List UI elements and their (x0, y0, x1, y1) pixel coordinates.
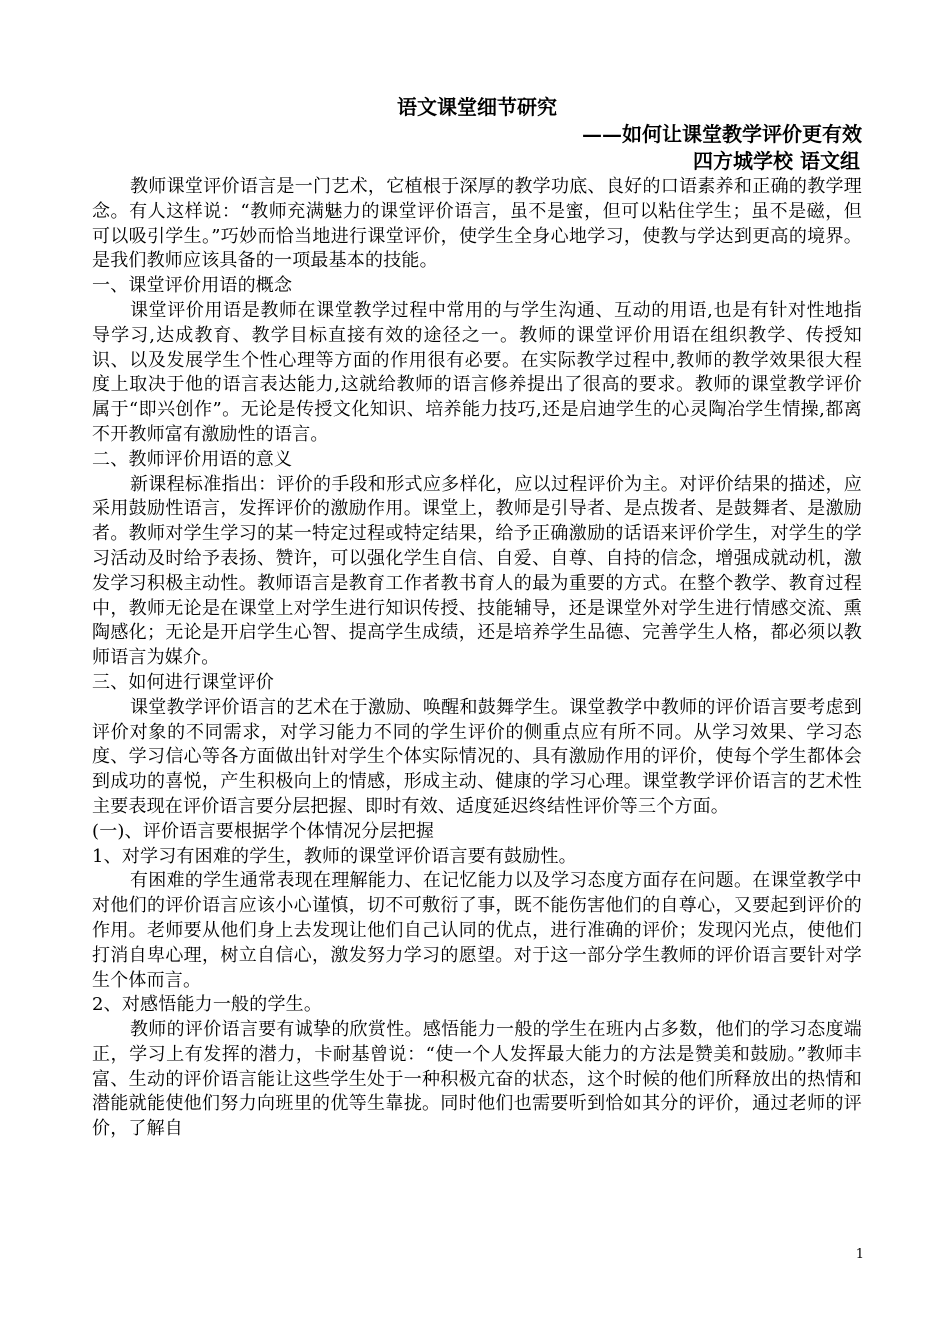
section-2-paragraph: 新课程标准指出：评价的手段和形式应多样化，应以过程评价为主。对评价结果的描述，应采用鼓励性语言，发挥评价的激励作用。课堂上，教师是引导者、是点拨者、是鼓舞者、是激励者。教师对学生学习的某一特定过程或特定结果，给予正确激励的话语来评价学生，对学生的学习活动及时给予表扬、赞许，可以强化学生自信、自爱、自尊、自持的信念，增强成就动机，激发学习积极主动性。教师语言是教育工作者教书育人的最为重要的方式。在整个教学、教育过程中，教师无论是在课堂上对学生进行知识传授、技能辅导，还是课堂外对学生进行情感交流、熏陶感化；无论是开启学生心智、提高学生成绩，还是培养学生品德、完善学生人格，都必须以教师语言为媒介。 (92, 473, 862, 669)
section-heading-1: 一、课堂评价用语的概念 (92, 275, 293, 297)
item-2-paragraph: 教师的评价语言要有诚挚的欣赏性。感悟能力一般的学生在班内占多数，他们的学习态度端正，学习上有发挥的潜力，卡耐基曾说：“使一个人发挥最大能力的方法是赞美和鼓励。”教师丰富、生动的评价语言能让这些学生处于一种积极亢奋的状态，这个时候的他们所释放出的热情和潜能就能使他们努力向班里的优等生靠拢。同时他们也需要听到恰如其分的评价，通过老师的评价，了解自 (92, 1019, 862, 1140)
intro-paragraph: 教师课堂评价语言是一门艺术，它植根于深厚的教学功底、良好的口语素养和正确的教学理念。有人这样说：“教师充满魅力的课堂评价语言，虽不是蜜，但可以粘住学生；虽不是磁，但可以吸引学生。”巧妙而恰当地进行课堂评价，使学生全身心地学习，使教与学达到更高的境界。是我们教师应该具备的一项最基本的技能。 (92, 176, 862, 272)
item-heading-1: 1、对学习有困难的学生，教师的课堂评价语言要有鼓励性。 (92, 845, 577, 867)
document-title: 语文课堂细节研究 (397, 95, 557, 119)
item-1-paragraph: 有困难的学生通常表现在理解能力、在记忆能力以及学习态度方面存在问题。在课堂教学中对他们的评价语言应该小心谨慎，切不可敷衍了事，既不能伤害他们的自尊心，又要起到评价的作用。老师要从他们身上去发现让他们自己认同的优点，进行准确的评价；发现闪光点，使他们打消自卑心理，树立自信心，激发努力学习的愿望。对于这一部分学生教师的评价语言要针对学生个体而言。 (92, 870, 862, 991)
subsection-heading-1: (一)、评价语言要根据学个体情况分层把握 (92, 820, 435, 842)
author-organization: 四方城学校 语文组 (693, 149, 860, 173)
item-heading-2: 2、对感悟能力一般的学生。 (92, 994, 323, 1016)
document-subtitle: ——如何让课堂教学评价更有效 (582, 122, 862, 146)
section-3-paragraph: 课堂教学评价语言的艺术在于激励、唤醒和鼓舞学生。课堂教学中教师的评价语言要考虑到评价对象的不同需求，对学习能力不同的学生评价的侧重点应有所不同。从学习效果、学习态度、学习信心等各方面做出针对学生个体实际情况的、具有激励作用的评价，使每个学生都体会到成功的喜悦，产生积极向上的情感，形成主动、健康的学习心理。课堂教学评价语言的艺术性主要表现在评价语言要分层把握、即时有效、适度延迟终结性评价等三个方面。 (92, 696, 862, 817)
section-1-paragraph: 课堂评价用语是教师在课堂教学过程中常用的与学生沟通、互动的用语,也是有针对性地指导学习,达成教育、教学目标直接有效的途径之一。教师的课堂评价用语在组织教学、传授知识、以及发展学生个性心理等方面的作用很有必要。在实际教学过程中,教师的教学效果很大程度上取决于他的语言表达能力,这就给教师的语言修养提出了很高的要求。教师的课堂教学评价属于“即兴创作”。无论是传授文化知识、培养能力技巧,还是启迪学生的心灵陶冶学生情操,都离不开教师富有激励性的语言。 (92, 299, 862, 445)
section-heading-3: 三、如何进行课堂评价 (92, 671, 274, 693)
page-number: 1 (855, 1247, 864, 1262)
document-page (92, 93, 862, 1142)
section-heading-2: 二、教师评价用语的意义 (92, 448, 293, 470)
